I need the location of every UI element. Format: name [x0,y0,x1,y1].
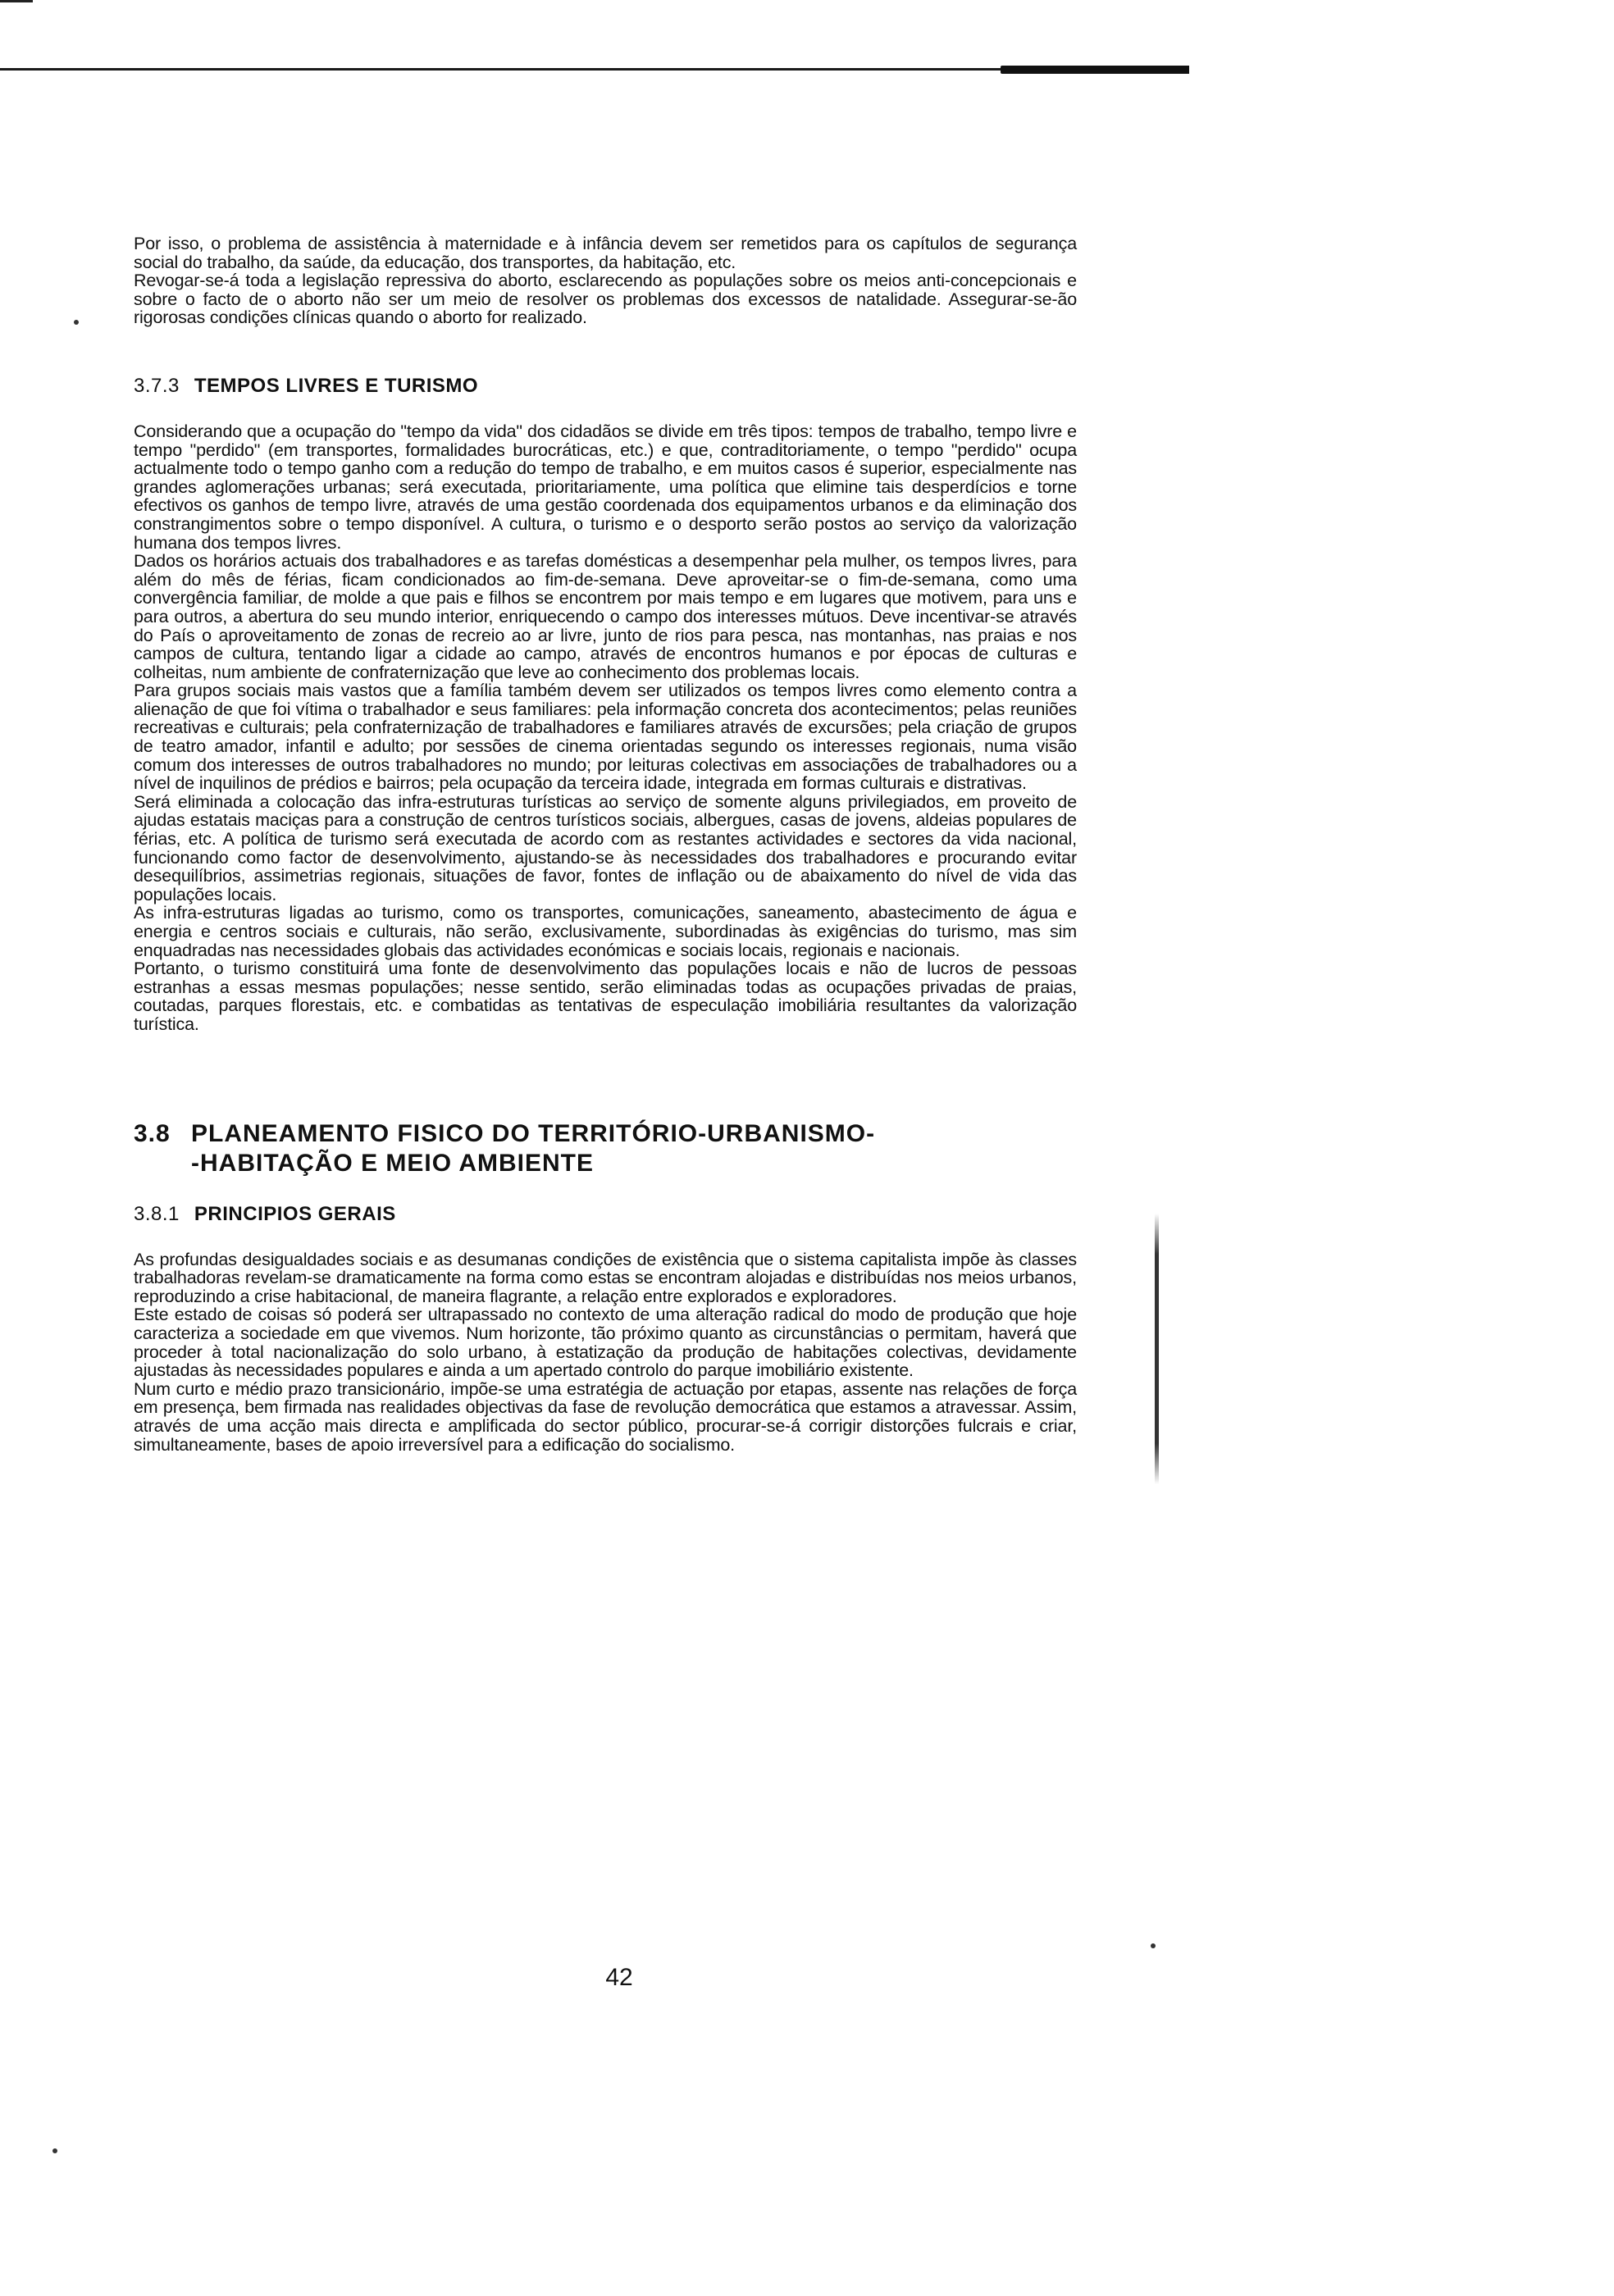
section-title: TEMPOS LIVRES E TURISMO [194,374,479,397]
scan-speck [52,2148,57,2153]
scan-speck [74,320,79,325]
section-heading-3-8 [134,1119,1077,1178]
body-paragraph: Será eliminada a colocação das infra-estruturas turísticas ao serviço de somente alguns privilegiados, em proveito de ajudas estatais maciças para a construção de centros turísticos sociais, albergues, casas de jovens, aldeias populares de férias, etc. A política de turismo será executada de acordo com as restantes actividades e sectores da vida nacional, funcionando como factor de desenvolvimento, ajustando-se às necessidades dos trabalhadores e procurando evitar desequilíbrios, assimetrias regionais, situações de favor, fontes de inflação ou de abaixamento do nível de vida das populações locais. [134,791,1077,904]
body-paragraph: Considerando que a ocupação do "tempo da vida" dos cidadãos se divide em três tipos: tempos de trabalho, tempo livre e tempo "perdido" (em transportes, formalidades burocráticas, etc.) e que, contraditoriamente, o tempo "perdido" ocupa actualmente todo o tempo ganho com a redução do tempo de trabalho, e em muitos casos é superior, especialmente nas grandes aglomerações urbanas; será executada, prioritariamente, uma política que elimine tais desperdícios e torne efectivos os ganhos de tempo livre, através de uma gestão coordenada dos equipamentos urbanos e da eliminação dos constrangimentos sobre o tempo disponível. A cultura, o turismo e o desporto serão postos ao serviço da valorização humana dos tempos livres. [134,421,1077,553]
body-paragraph: Num curto e médio prazo transicionário, impõe-se uma estratégia de actuação por etapas, assente nas relações de força em presença, bem firmada nas realidades objectivas da fase de revolução democrática que estamos a atravessar. Assim, através de uma acção mais directa e amplificada do sector público, procurar-se-á corrigir distorções fulcrais e criar, simultaneamente, bases de apoio irreversível para a edificação do socialismo. [134,1378,1077,1455]
section-number: 3.8.1 [134,1202,180,1225]
body-paragraph: As profundas desigualdades sociais e as desumanas condições de existência que o sistema capitalista impõe às classes trabalhadoras revelam-se dramaticamente na forma como estas se encontram alojadas e distribuídas nos meios urbanos, reproduzindo a crise habitacional, de maneira flagrante, a relação entre explorados e exploradores. [134,1249,1077,1306]
page-content [134,235,1077,1454]
section-heading-3-8-1 [134,1203,1077,1226]
body-paragraph: Para grupos sociais mais vastos que a família também devem ser utilizados os tempos livres como elemento contra a alienação de que foi vítima o trabalhador e seus familiares: pela informação concreta dos acontecimentos; pelas reuniões recreativas e culturais; pela confraternização de trabalhadores e familiares através de excursões; pela criação de grupos de teatro amador, infantil e adulto; por sessões de cinema orientadas segundo os interesses regionais, numa visão comum dos interesses de outros trabalhadores no mundo; por leituras colectivas em associações de trabalhadores ou a nível de inquilinos de prédios e bairros; pela ocupação da terceira idade, integrada em formas culturais e distrativas. [134,681,1077,794]
body-paragraph: Dados os horários actuais dos trabalhadores e as tarefas domésticas a desempenhar pela mulher, os tempos livres, para além do mês de férias, ficam condicionados ao fim-de-semana. Deve aproveitar-se o fim-de-semana, como uma convergência familiar, de molde a que pais e filhos se encontrem por mais tempo e em lugares que motivem, para uns e para outros, a abertura do seu mundo interior, enriquecendo o campo dos interesses mútuos. Deve incentivar-se através do País o aproveitamento de zonas de recreio ao ar livre, junto de rios para pesca, nas montanhas, nas praias e nos campos de cultura, tentando ligar a cidade ao campo, através de encontros humanos e por épocas de culturas e colheitas, num ambiente de confraternização que leve ao conhecimento dos problemas locais. [134,551,1077,682]
top-rule [0,64,1189,75]
section-title-line: -HABITAÇÃO E MEIO AMBIENTE [191,1149,594,1177]
scan-speck [1151,1943,1156,1948]
body-paragraph: Este estado de coisas só poderá ser ultrapassado no contexto de uma alteração radical do modo de produção que hoje caracteriza a sociedade em que vivemos. Num horizonte, tão próximo quanto as circunstâncias o permitam, haverá que proceder à total nacionalização do solo urbano, à estatização da produção de habitações colectivas, devidamente ajustadas às necessidades populares e ainda a um apertado controlo do parque imobiliário existente. [134,1305,1077,1381]
section-title: PRINCIPIOS GERAIS [194,1202,396,1225]
section-heading-3-7-3 [134,375,1077,398]
intro-paragraph: Revogar-se-á toda a legislação repressiva do aborto, esclarecendo as populações sobre os meios anti-concepcionais e sobre o facto de o aborto não ser um meio de resolver os problemas dos excessos de natalidade. Assegurar-se-ão rigorosas condições clínicas quando o aborto for realizado. [134,271,1077,328]
page-number: 42 [605,1964,633,1991]
intro-paragraph: Por isso, o problema de assistência à maternidade e à infância devem ser remetidos para os capítulos de segurança social do trabalho, da saúde, da educação, dos transportes, da habitação, etc. [134,234,1077,272]
section-title-line: PLANEAMENTO FISICO DO TERRITÓRIO-URBANISMO- [191,1119,876,1147]
corner-scan-mark [0,0,33,2]
margin-mark [1155,1214,1159,1484]
section-number: 3.7.3 [134,374,180,397]
body-paragraph: As infra-estruturas ligadas ao turismo, como os transportes, comunicações, saneamento, abastecimento de água e energia e centros sociais e culturais, não serão, exclusivamente, subordinadas às exigências do turismo, mas sim enquadradas nas necessidades globais das actividades económicas e sociais locais, regionais e nacionais. [134,903,1077,960]
body-paragraph: Portanto, o turismo constituirá uma fonte de desenvolvimento das populações locais e não de lucros de pessoas estranhas a essas mesmas populações; nesse sentido, serão eliminadas todas as ocupações privadas de praias, coutadas, parques florestais, etc. e combatidas as tentativas de especulação imobiliária resultantes da valorização turística. [134,959,1077,1034]
section-number: 3.8 [134,1119,171,1147]
